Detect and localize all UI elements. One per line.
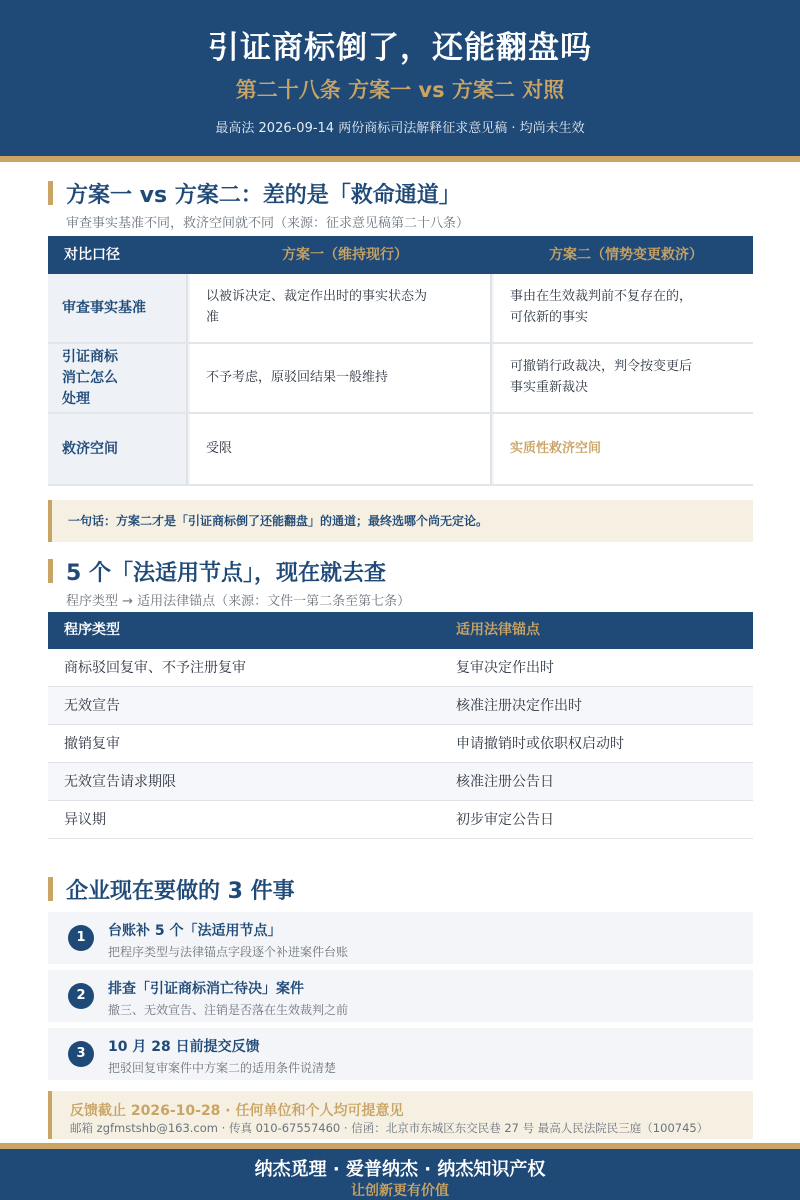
column-header: 方案二（情势变更救济）	[549, 247, 703, 263]
procedure-cell: 无效宣告	[64, 698, 120, 714]
page-title: 引证商标倒了，还能翻盘吗	[208, 30, 592, 66]
header-divider	[0, 156, 800, 162]
table-row	[48, 687, 753, 725]
contact-info: 邮箱 zgfmstshb@163.com · 传真 010-67557460 · 信函：北京市东城区东交民巷 27 号 最高人民法院民三庭（100745）	[70, 1121, 709, 1135]
table-row	[48, 414, 753, 486]
plan1-cell: 受限	[190, 414, 492, 484]
section-marker	[48, 559, 53, 583]
nodes-table	[48, 612, 753, 839]
plan2-highlight-cell: 实质性救济空间	[494, 414, 753, 484]
action-step	[48, 1028, 753, 1080]
step-title: 10 月 28 日前提交反馈	[108, 1039, 260, 1055]
anchor-cell: 初步审定公告日	[456, 812, 554, 828]
table-row	[48, 725, 753, 763]
procedure-cell: 商标驳回复审、不予注册复审	[64, 660, 246, 676]
step-title: 排查「引证商标消亡待决」案件	[108, 981, 304, 997]
row-label: 引证商标消亡怎么处理	[48, 344, 188, 412]
column-header: 程序类型	[64, 622, 120, 638]
step-description: 把程序类型与法律锚点字段逐个补进案件台账	[108, 945, 349, 959]
step-number-badge: 3	[68, 1041, 94, 1067]
plan1-cell: 不予考虑，原驳回结果一般维持	[190, 344, 492, 412]
section-title: 5 个「法适用节点」，现在就去查	[66, 561, 386, 586]
page-subtitle: 第二十八条 方案一 vs 方案二 对照	[235, 78, 565, 102]
footer-slogan: 让创新更有价值	[351, 1183, 449, 1199]
column-header: 方案一（维持现行）	[282, 247, 408, 263]
plan2-cell: 可撤销行政裁决，判令按变更后事实重新裁决	[494, 344, 753, 412]
plan1-cell: 以被诉决定、裁定作出时的事实状态为准	[190, 274, 492, 342]
section-title: 企业现在要做的 3 件事	[66, 879, 295, 904]
section-subtitle: 程序类型 → 适用法律锚点（来源：文件一第二条至第七条）	[66, 594, 411, 609]
section-subtitle: 审查事实基准不同，救济空间就不同（来源：征求意见稿第二十八条）	[66, 216, 470, 231]
footer-brand: 纳杰觅理 · 爱普纳杰 · 纳杰知识产权	[254, 1159, 546, 1180]
section-title: 方案一 vs 方案二：差的是「救命通道」	[66, 183, 461, 208]
plan2-cell: 事由在生效裁判前不复存在的，可依新的事实	[494, 274, 753, 342]
row-label: 救济空间	[48, 414, 188, 484]
step-description: 撤三、无效宣告、注销是否落在生效裁判之前	[108, 1003, 349, 1017]
summary-callout: 一句话：方案二才是「引证商标倒了还能翻盘」的通道；最终选哪个尚无定论。	[48, 500, 753, 542]
page-footer	[0, 1149, 800, 1200]
table-header	[48, 612, 753, 649]
action-step	[48, 970, 753, 1022]
comparison-table	[48, 236, 753, 486]
step-description: 把驳回复审案件中方案二的适用条件说清楚	[108, 1061, 337, 1075]
procedure-cell: 无效宣告请求期限	[64, 774, 176, 790]
anchor-cell: 复审决定作出时	[456, 660, 554, 676]
table-row	[48, 801, 753, 839]
deadline-title: 反馈截止 2026-10-28 · 任何单位和个人均可提意见	[70, 1103, 404, 1119]
column-header: 适用法律锚点	[456, 622, 540, 638]
anchor-cell: 申请撤销时或依职权启动时	[456, 736, 624, 752]
procedure-cell: 异议期	[64, 812, 106, 828]
step-number-badge: 2	[68, 983, 94, 1009]
table-row	[48, 274, 753, 344]
deadline-callout	[48, 1091, 753, 1139]
column-header: 对比口径	[64, 247, 120, 263]
page-meta: 最高法 2026-09-14 两份商标司法解释征求意见稿 · 均尚未生效	[215, 121, 585, 136]
step-number-badge: 1	[68, 925, 94, 951]
anchor-cell: 核准注册公告日	[456, 774, 554, 790]
table-row	[48, 344, 753, 414]
table-row	[48, 763, 753, 801]
table-body	[48, 649, 753, 839]
table-row	[48, 649, 753, 687]
section-marker	[48, 877, 53, 901]
anchor-cell: 核准注册决定作出时	[456, 698, 582, 714]
table-header	[48, 236, 753, 274]
page-header	[0, 0, 800, 156]
row-label: 审查事实基准	[48, 274, 188, 342]
procedure-cell: 撤销复审	[64, 736, 120, 752]
step-title: 台账补 5 个「法适用节点」	[108, 923, 282, 939]
section-marker	[48, 181, 53, 205]
action-step	[48, 912, 753, 964]
